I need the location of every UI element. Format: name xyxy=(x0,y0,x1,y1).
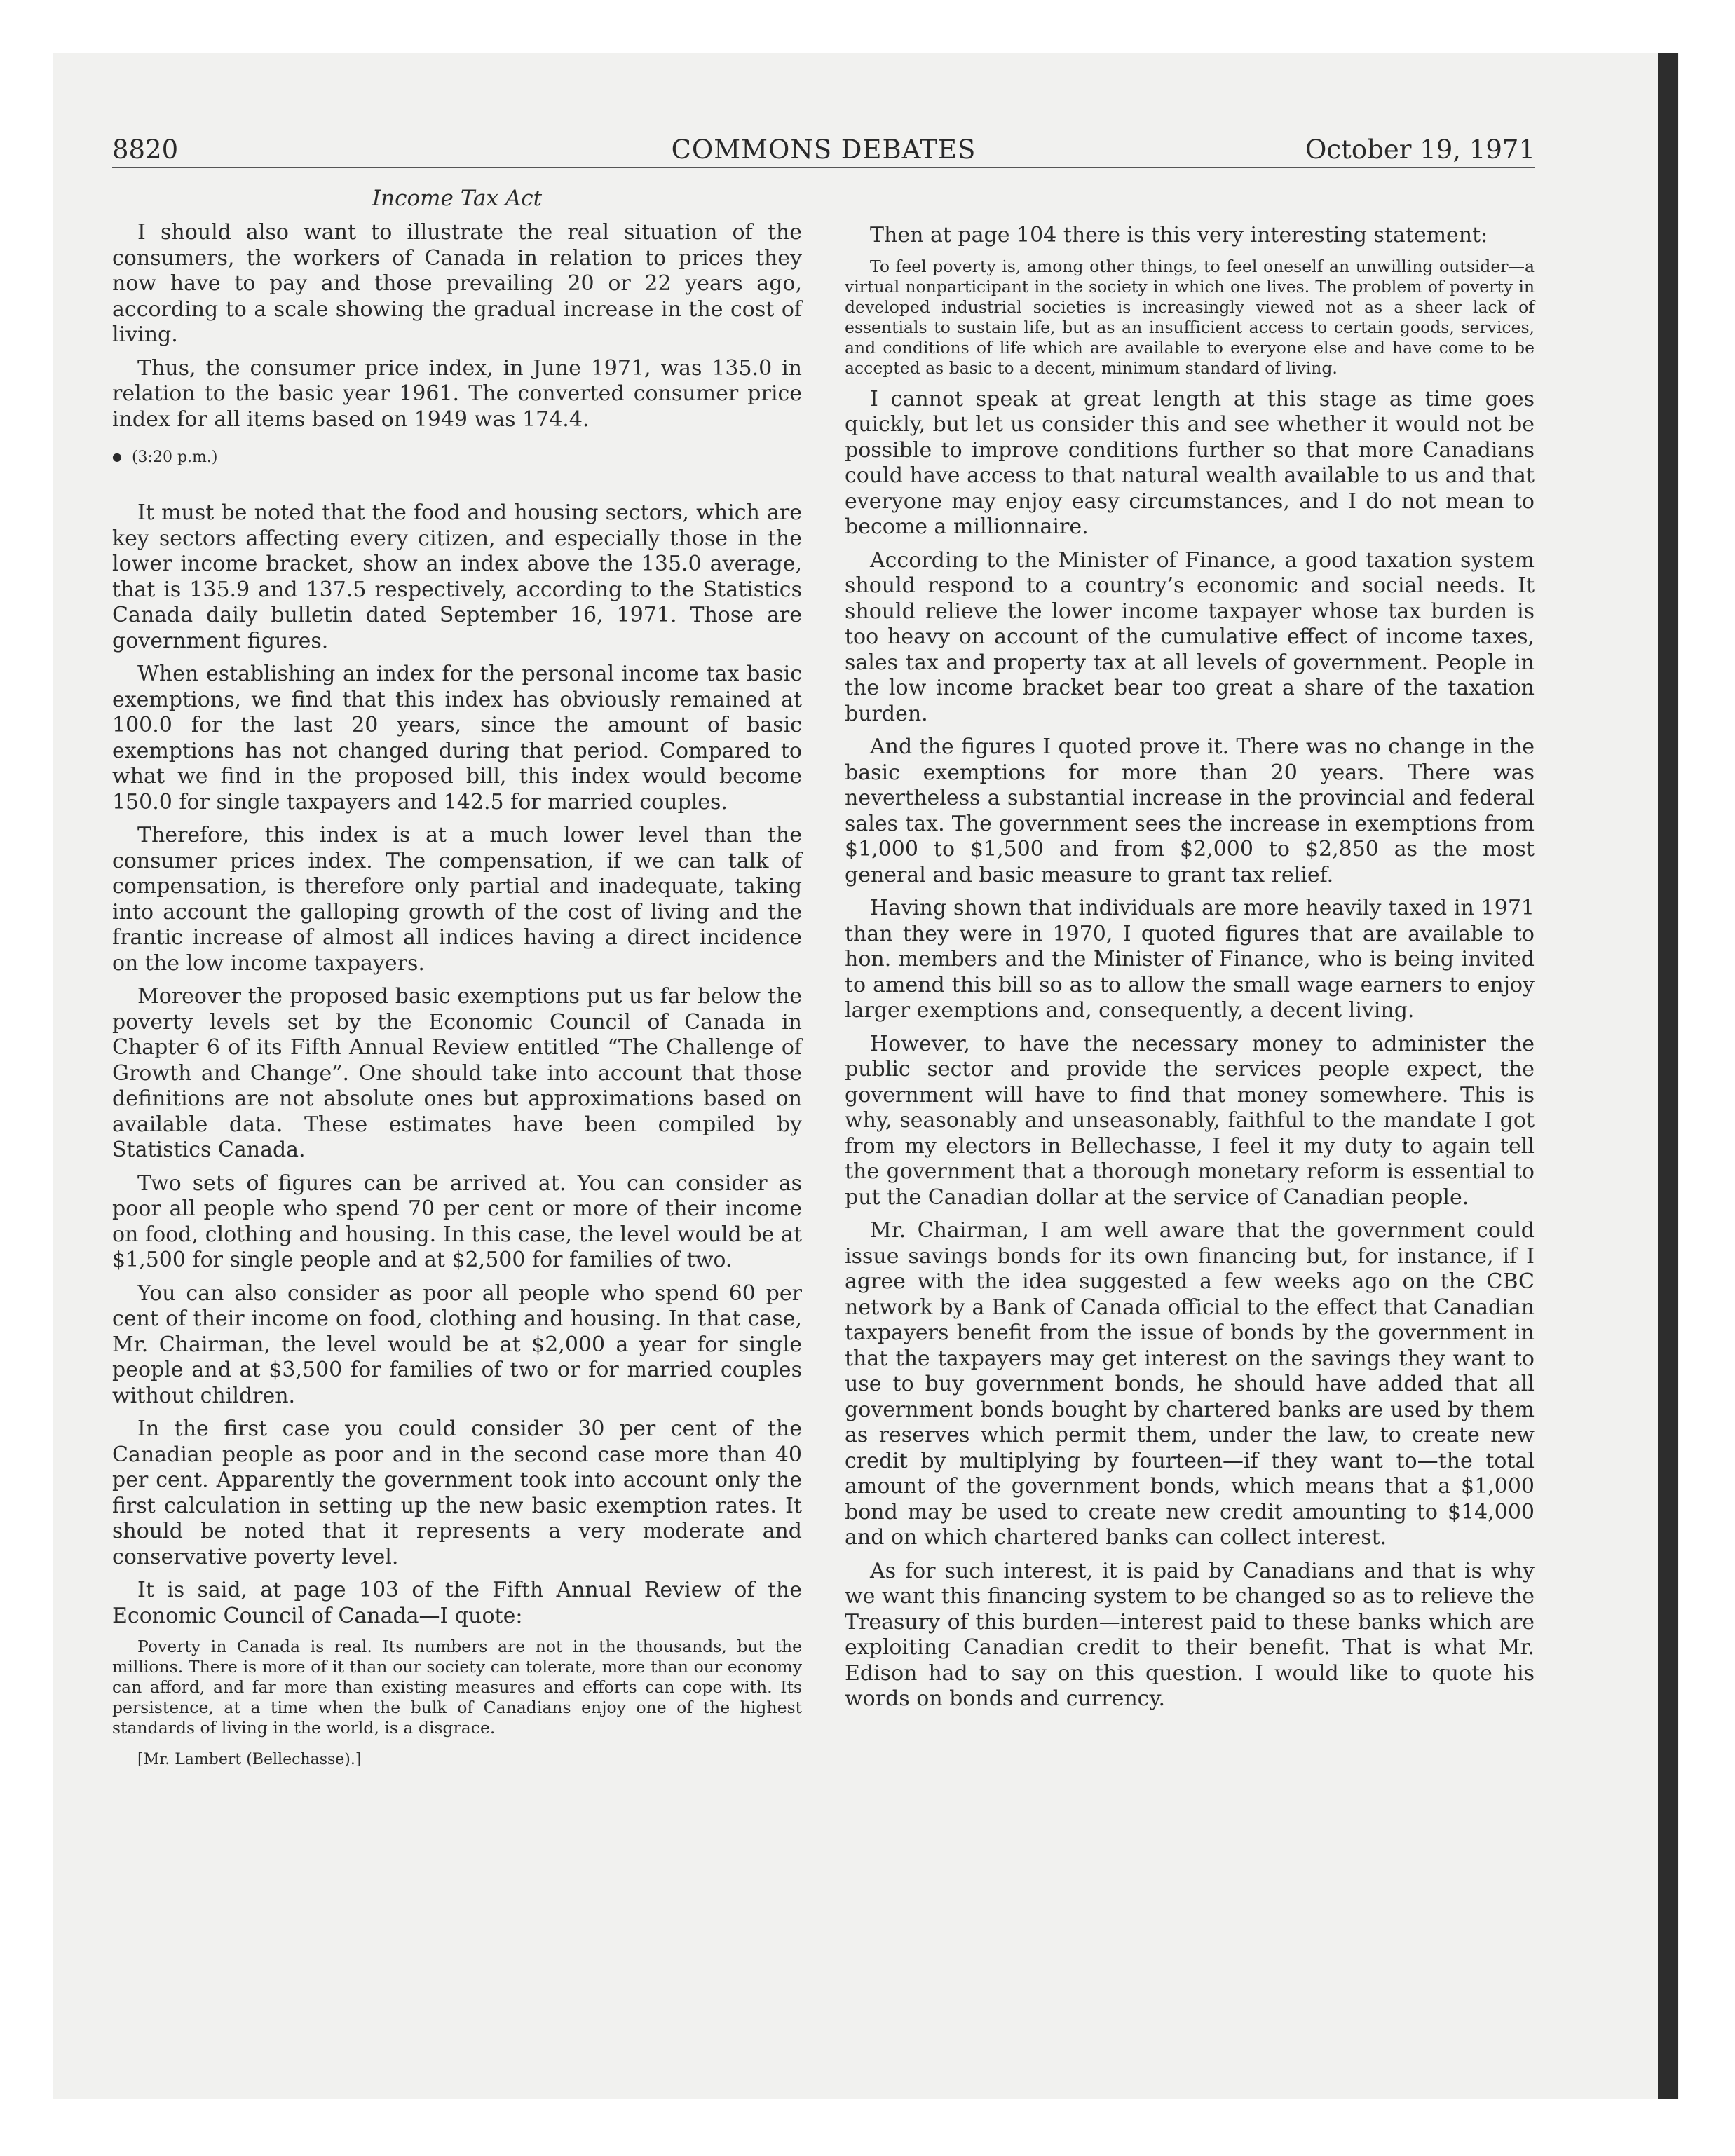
page-number: 8820 xyxy=(112,135,179,165)
paragraph: Moreover the proposed basic exemptions put us far below the poverty levels set by the Economic Council of Canada in Chapter 6 of its Fifth Annual Review entitled “The Challenge of Growth and Change”. One should take into account that those definitions are not absolute ones but approximations based on available data. These estimates have been compiled by Statistics Canada. xyxy=(112,984,802,1162)
time-marker xyxy=(112,446,802,468)
scan-edge-shadow xyxy=(1658,53,1678,2099)
paragraph: However, to have the necessary money to administer the public sector and provide the services people expect, the government will have to find that money somewhere. This is why, seasonably and unseasonably, faithful to the mandate I got from my electors in Bellechasse, I feel it my duty to again tell the government that a thorough monetary reform is essential to put the Canadian dollar at the service of Canadian people. xyxy=(845,1031,1535,1210)
right-column xyxy=(845,223,1535,1720)
paragraph: Having shown that individuals are more heavily taxed in 1971 than they were in 1970, I quoted figures that are available to hon. members and the Minister of Finance, who is being invited to amend this bill so as to allow the small wage earners to enjoy larger exemptions and, consequently, a decent living. xyxy=(845,896,1535,1023)
paragraph: Mr. Chairman, I am well aware that the government could issue savings bonds for its own financing but, for instance, if I agree with the idea suggested a few weeks ago on the CBC network by a Bank of Canada official to the effect that Canadian taxpayers benefit from the issue of bonds by the government in that the taxpayers may get interest on the savings they want to use to buy government bonds, he should have added that all government bonds bought by chartered banks are used by them as reserves which permit them, under the law, to create new credit by multiplying by fourteen—if they want to—the total amount of the government bonds, which means that a $1,000 bond may be used to create new credit amounting to $14,000 and on which chartered banks can collect interest. xyxy=(845,1218,1535,1550)
block-quote: Poverty in Canada is real. Its numbers are not in the thousands, but the millions. There is more of it than our society can tolerate, more than our economy can afford, and far more than existing measures and efforts can cope with. Its persistence, at a time when the bulk of Canadians enjoy one of the highest standards of living in the world, is a disgrace. xyxy=(112,1637,802,1738)
paragraph: I should also want to illustrate the real situation of the consumers, the workers of Canada in relation to prices they now have to pay and those prevailing 20 or 22 years ago, according to a scale showing the gradual increase in the cost of living. xyxy=(112,220,802,347)
speaker-attribution: [Mr. Lambert (Bellechasse).] xyxy=(137,1751,362,1768)
paragraph: And the figures I quoted prove it. There was no change in the basic exemptions for more than 20 years. There was nevertheless a substantial increase in the provincial and federal sales tax. The government sees the increase in exemptions from $1,000 to $1,500 and from $2,000 to $2,850 as the most general and basic measure to grant tax relief. xyxy=(845,735,1535,887)
section-title: Income Tax Act xyxy=(372,186,543,211)
page-header xyxy=(112,133,1535,168)
paragraph: According to the Minister of Finance, a good taxation system should respond to a country’s economic and social needs. It should relieve the lower income taxpayer whose tax burden is too heavy on account of the cumulative effect of income taxes, sales tax and property tax at all levels of government. People in the low income bracket bear too great a share of the taxation burden. xyxy=(845,547,1535,726)
paragraph: Then at page 104 there is this very interesting statement: xyxy=(870,223,1488,247)
paragraph: As for such interest, it is paid by Canadians and that is why we want this financing system to be changed so as to relieve the Treasury of this burden—interest paid to these banks which are exploiting Canadian credit to their benefit. That is what Mr. Edison had to say on this question. I would like to quote his words on bonds and currency. xyxy=(845,1558,1535,1711)
header-date: October 19, 1971 xyxy=(1305,135,1535,165)
paragraph: Therefore, this index is at a much lower level than the consumer prices index. The compensation, if we can talk of compensation, is therefore only partial and inadequate, taking into account the galloping growth of the cost of living and the frantic increase of almost all indices having a direct incidence on the low income taxpayers. xyxy=(112,823,802,976)
paragraph: Two sets of figures can be arrived at. You can consider as poor all people who spend 70 per cent or more of their income on food, clothing and housing. In this case, the level would be at $1,500 for single people and at $2,500 for families of two. xyxy=(112,1171,802,1272)
paragraph: It is said, at page 103 of the Fifth Annual Review of the Economic Council of Canada—I quote: xyxy=(112,1578,802,1628)
paragraph: It must be noted that the food and housing sectors, which are key sectors affecting every citizen, and especially those in the lower income bracket, show an index above the 135.0 average, that is 135.9 and 137.5 respectively, according to the Statistics Canada daily bulletin dated September 16, 1971. Those are government figures. xyxy=(112,500,802,653)
paragraph: You can also consider as poor all people who spend 60 per cent of their income on food, clothing and housing. In that case, Mr. Chairman, the level would be at $2,000 a year for single people and at $3,500 for families of two or for married couples without children. xyxy=(112,1281,802,1408)
left-column xyxy=(112,184,802,1770)
paragraph: When establishing an index for the personal income tax basic exemptions, we find that this index has obviously remained at 100.0 for the last 20 years, since the amount of basic exemptions has not changed during that period. Compared to what we find in the proposed bill, this index would become 150.0 for single taxpayers and 142.5 for married couples. xyxy=(112,662,802,814)
paragraph: In the first case you could consider 30 per cent of the Canadian people as poor and in the second case more than 40 per cent. Apparently the government took into account only the first calculation in setting up the new basic exemption rates. It should be noted that it represents a very moderate and conservative poverty level. xyxy=(112,1417,802,1569)
block-quote: To feel poverty is, among other things, to feel oneself an unwilling outsider—a virtual nonparticipant in the society in which one lives. The problem of poverty in developed industrial societies is increasingly viewed not as a sheer lack of essentials to sustain life, but as an insufficient access to certain goods, services, and conditions of life which are available to everyone else and have come to be accepted as basic to a decent, minimum standard of living. xyxy=(845,256,1535,378)
bullet-icon: ● xyxy=(112,450,122,463)
paragraph: Thus, the consumer price index, in June 1971, was 135.0 in relation to the basic year 1961. The converted consumer price index for all items based on 1949 was 174.4. xyxy=(112,355,802,432)
publication-title: COMMONS DEBATES xyxy=(671,135,977,165)
time-marker-text: (3:20 p.m.) xyxy=(131,449,218,466)
paragraph: I cannot speak at great length at this stage as time goes quickly, but let us consider this and see whether it would not be possible to improve conditions further so that more Canadians could have access to that natural wealth available to us and that everyone may enjoy easy circumstances, and I do not mean to become a millionnaire. xyxy=(845,386,1535,539)
